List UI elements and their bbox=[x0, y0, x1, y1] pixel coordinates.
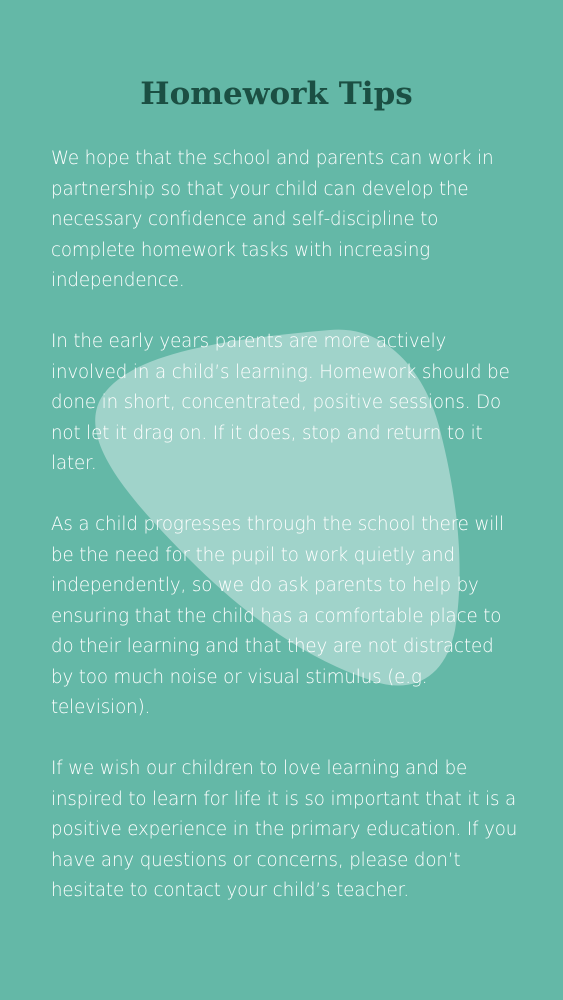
paragraph: If we wish our children to love learning and be inspired to learn for life it is so important that it is a positive experience in the primary education. If you have any questions or concerns, please don’t hesitate to contact your child’s teacher. bbox=[51, 758, 518, 901]
body-text bbox=[51, 144, 521, 937]
paragraph: In the early years parents are more actively involved in a child’s learning. Homework should be done in short, concentrated, positive sessions. Do not let it drag on. If it does, stop and return to it later. bbox=[51, 331, 510, 474]
paragraph: As a child progresses through the school there will be the need for the pupil to work quietly and independently, so we do ask parents to help by ensuring that the child has a comfortable place to do their learning and that they are not distracted by too much noise or visual stimulus (e.g. television). bbox=[51, 514, 505, 718]
page-title: Homework Tips bbox=[140, 76, 413, 112]
paragraph: We hope that the school and parents can work in partnership so that your child can develop the necessary confidence and self-discipline to complete homework tasks with increasing independence. bbox=[51, 148, 494, 291]
